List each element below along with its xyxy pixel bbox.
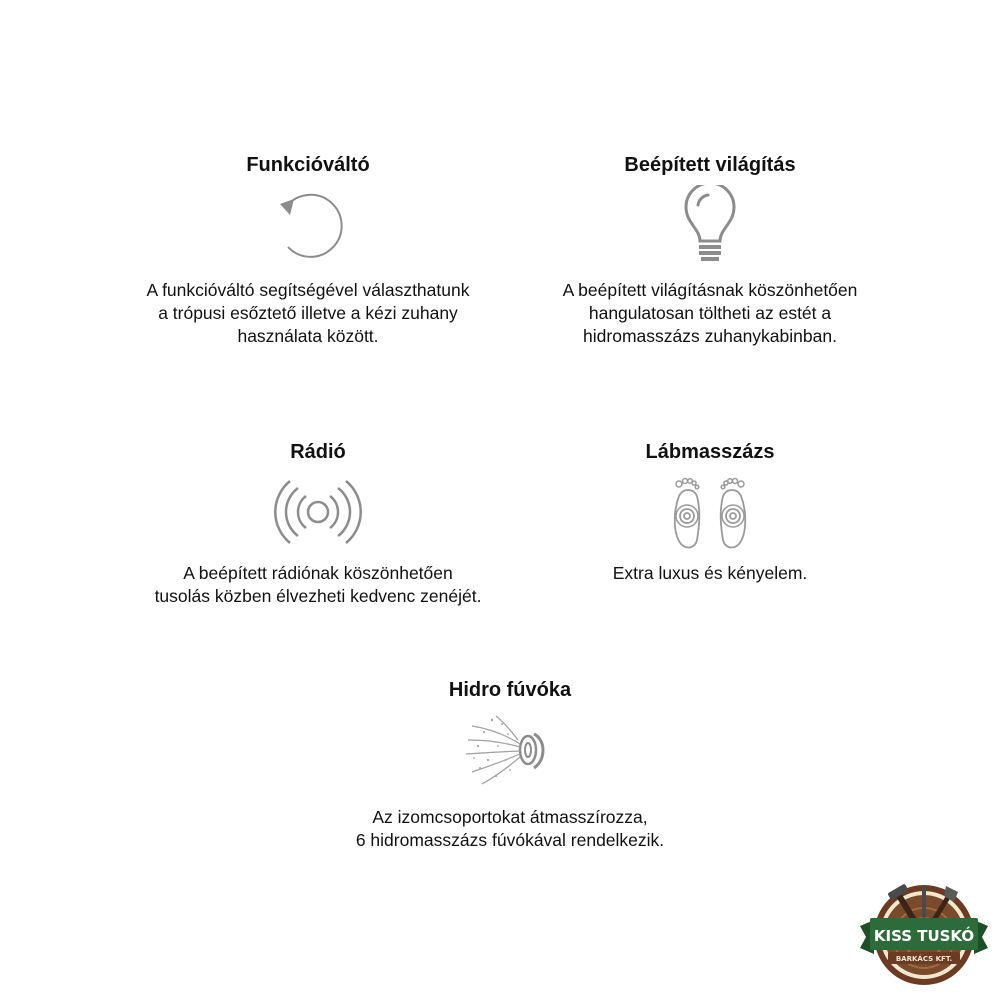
feature-radio — [108, 440, 528, 608]
feature-hidro-fuvoka — [300, 678, 720, 852]
logo-name: KISS TUSKÓ — [873, 927, 975, 945]
feature-labmasszazs — [510, 440, 910, 585]
foot-massage-icon — [665, 472, 755, 552]
radio-waves-icon — [273, 472, 363, 552]
feature-description: Az izomcsoportokat átmasszírozza, 6 hidromasszázs fúvókával rendelkezik. — [355, 807, 665, 850]
feature-title: Hidro fúvóka — [448, 679, 572, 701]
kiss-tusko-logo — [858, 880, 990, 990]
feature-title: Funkcióváltó — [246, 154, 370, 176]
logo-sub: BARKÁCS KFT. — [895, 955, 953, 963]
feature-description: A beépített rádiónak köszönhetően tusolás közben élvezheti kedvenc zenéjét. — [154, 563, 482, 606]
feature-description: Extra luxus és kényelem. — [612, 563, 808, 583]
feature-title: Beépített világítás — [624, 154, 796, 176]
feature-title: Rádió — [290, 441, 346, 463]
water-jet-icon — [462, 710, 558, 792]
feature-funkciovalto — [108, 153, 508, 348]
light-bulb-icon — [670, 185, 750, 265]
feature-vilagitas — [510, 153, 910, 348]
feature-description: A beépített világításnak köszönhetően hangulatosan töltheti az estét a hidromasszázs zuhanykabinban. — [562, 280, 858, 346]
feature-description: A funkcióváltó segítségével választhatunk a trópusi esőztető illetve a kézi zuhany használata között. — [146, 280, 470, 346]
feature-title: Lábmasszázs — [645, 441, 775, 463]
rotate-arrow-icon — [268, 185, 348, 265]
